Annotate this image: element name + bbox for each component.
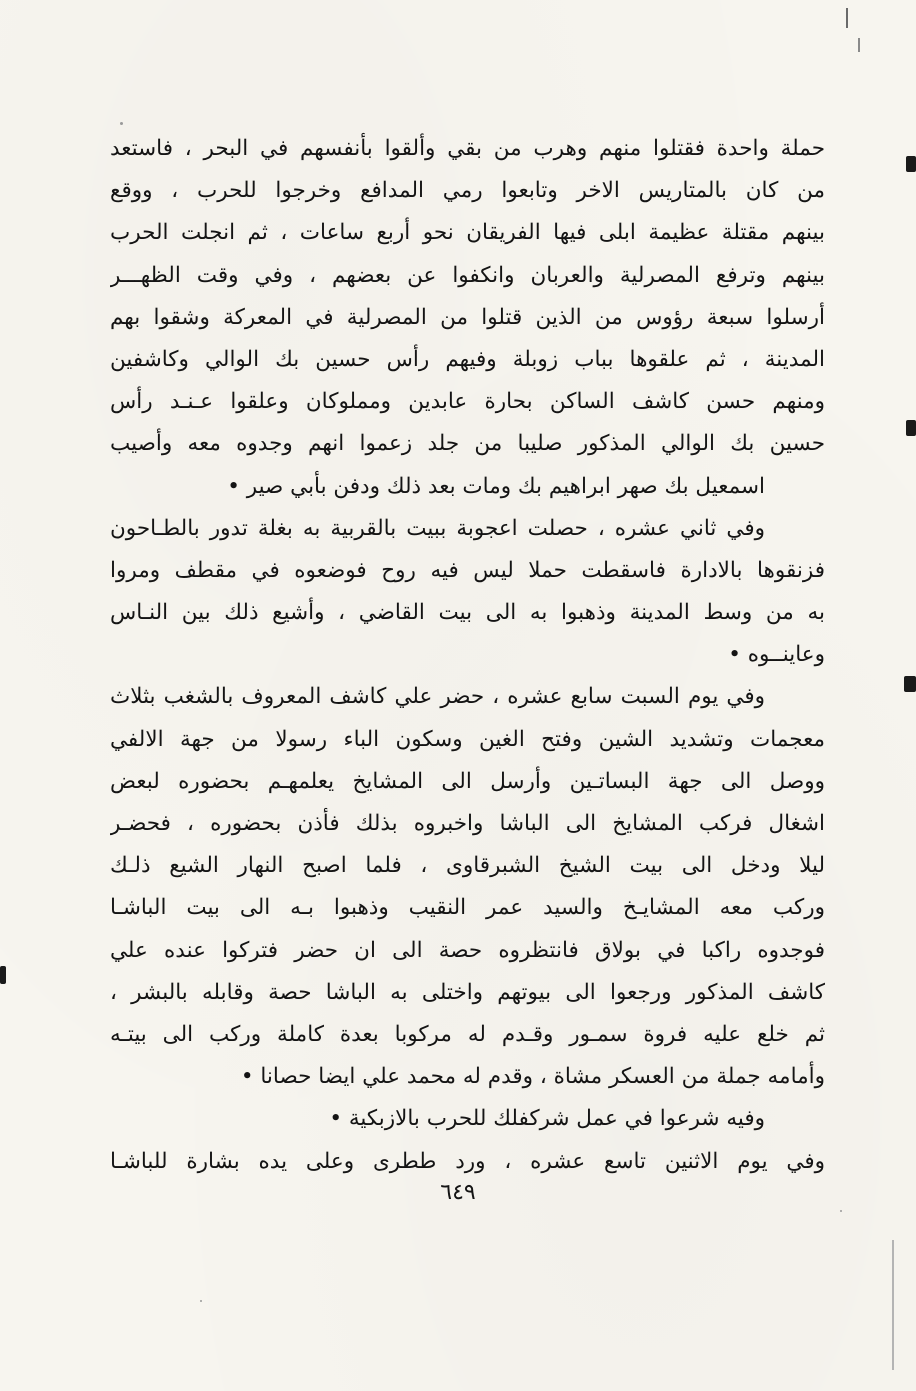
ink-speck bbox=[200, 1300, 202, 1302]
text-line-14: وفي يوم السبت سابع عشره ، حضر علي كاشف المعروف بالشغب بثلاث bbox=[110, 684, 765, 710]
text-line-20: فوجدوه راكبا في بولاق فانتظروه حصة الى ان حضر فتركوا عنده علي bbox=[110, 937, 825, 963]
text-line-8: حسين بك الوالي المذكور صليبا من جلد زعموا انهم وجدوه معه وأصيب bbox=[110, 431, 825, 457]
text-line-9: اسمعيل بك صهر ابراهيم بك ومات بعد ذلك ودفن بأبي صير • bbox=[227, 473, 765, 499]
text-line-2: من كان بالمتاريس الاخر وتابعوا رمي المدافع وخرجوا للحرب ، ووقع bbox=[110, 178, 825, 204]
text-line-18: ليلا ودخل الى بيت الشيخ الشبرقاوى ، فلما اصبح النهار الشيع ذلـك bbox=[110, 853, 825, 879]
text-line-24: وفيه شرعوا في عمل شركفلك للحرب بالازبكية • bbox=[329, 1106, 765, 1132]
text-line-21: كاشف المذكور ورجعوا الى بيوتهم واختلى به الباشا حصة وقابله بالبشر ، bbox=[110, 979, 825, 1005]
binding-mark-right-2 bbox=[906, 420, 916, 436]
binding-mark-right-1 bbox=[906, 156, 916, 172]
text-line-12: به من وسط المدينة وذهبوا به الى بيت القاضي ، وأشيع ذلك بين النـاس bbox=[110, 600, 825, 626]
text-line-16: ووصل الى جهة البساتـين وأرسل الى المشايخ يعلمهـم بحضوره لبعض bbox=[110, 768, 825, 794]
text-line-25: وفي يوم الاثنين تاسع عشره ، ورد ططرى وعلى يده بشارة للباشـا bbox=[110, 1148, 825, 1174]
page-number: ٦٤٩ bbox=[440, 1180, 476, 1205]
text-line-13: وعاينــوه • bbox=[728, 642, 825, 668]
text-line-7: ومنهم حسن كاشف الساكن بحارة عابدين ومملوكان وعلقوا عـنـد رأس bbox=[110, 389, 825, 415]
text-line-6: المدينة ، ثم علقوها بباب زوبلة وفيهم رأس حسين بك الوالي وكاشفين bbox=[110, 346, 825, 372]
binding-mark-right-3 bbox=[904, 676, 916, 692]
text-line-23: وأمامه جملة من العسكر مشاة ، وقدم له محمد علي ايضا حصانا • bbox=[240, 1064, 825, 1090]
text-line-15: معجمات وتشديد الشين وفتح الغين وسكون الباء رسولا من جهة الالفي bbox=[110, 726, 825, 752]
binding-mark-left bbox=[0, 966, 6, 984]
text-line-5: أرسلوا سبعة رؤوس من الذين قتلوا من المصرلية في المعركة وشقوا بهم bbox=[110, 304, 825, 330]
text-line-4: بينهم وترفع المصرلية والعربان وانكفوا عن بعضهم ، وفي وقت الظهـــر bbox=[110, 262, 825, 288]
text-line-1: حملة واحدة فقتلوا منهم وهرب من بقي وألقوا بأنفسهم في البحر ، فاستعد bbox=[110, 136, 825, 161]
text-line-10: وفي ثاني عشره ، حصلت اعجوبة ببيت بالقربية به بغلة تدور بالطـاحون bbox=[110, 515, 765, 541]
scan-edge-line bbox=[892, 1240, 894, 1370]
body-text bbox=[110, 128, 825, 1183]
text-line-19: وركب معه المشايـخ والسيد عمر النقيب وذهبوا بـه الى بيت الباشـا bbox=[110, 895, 825, 921]
text-line-11: فزنقوها بالادارة فاسقطت حملا ليس فيه روح فوضعوه في مقطف ومروا bbox=[110, 557, 825, 583]
text-line-17: اشغال فركب المشايخ الى الباشا واخبروه بذلك فأذن بحضوره ، فحضـر bbox=[110, 811, 825, 836]
ink-speck bbox=[840, 1210, 842, 1212]
scan-mark-top bbox=[846, 8, 848, 28]
ink-speck bbox=[120, 122, 123, 125]
scan-mark-top-small bbox=[858, 38, 860, 52]
text-line-22: ثم خلع عليه فروة سمـور وقـدم له مركوبا بعدة كاملة وركب الى بيتـه bbox=[110, 1021, 825, 1047]
text-line-3: بينهم مقتلة عظيمة ابلى فيها الفريقان نحو أربع ساعات ، ثم انجلت الحرب bbox=[110, 220, 825, 246]
